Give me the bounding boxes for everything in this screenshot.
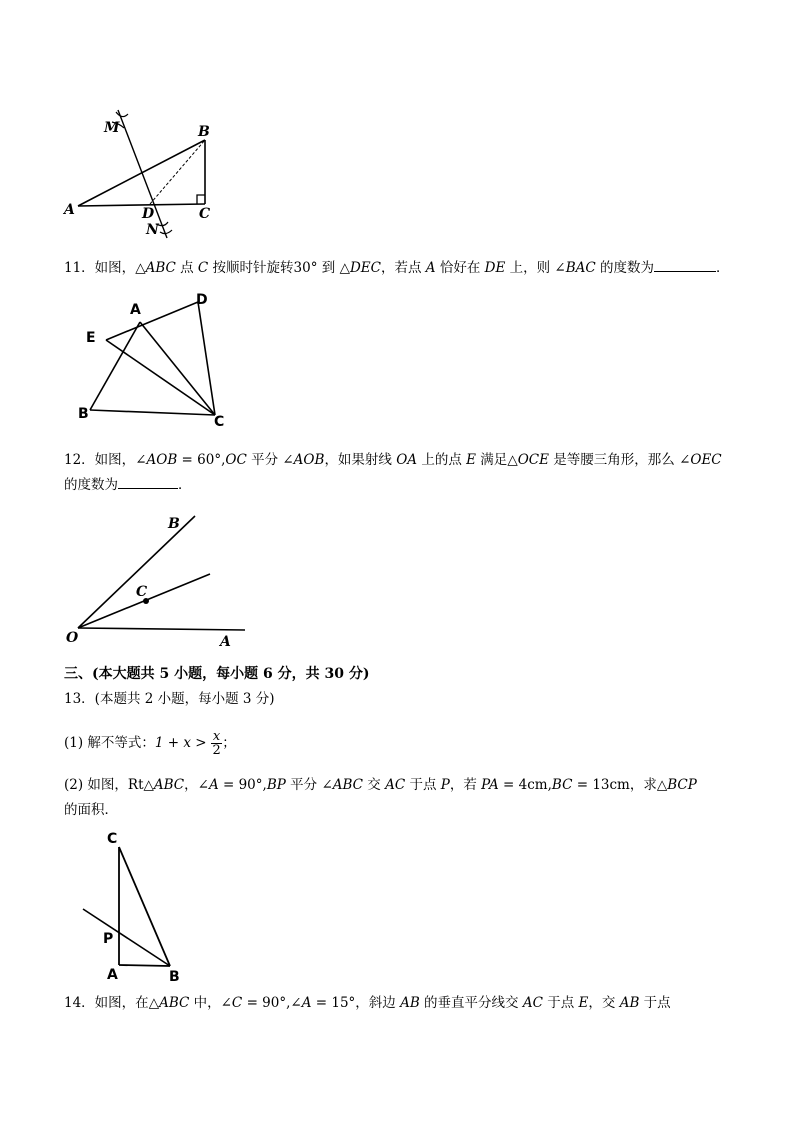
label-A: A [107,967,118,983]
label-E: E [86,330,96,346]
label-A: A [220,634,231,650]
question-11: 11．如图，△ABC 点 C 按顺时针旋转30° 到 △DEC，若点 A 恰好在 DE 上，则 ∠BAC 的度数为 ． [64,257,733,278]
label-C: C [107,831,118,847]
answer-blank-11[interactable] [654,257,716,272]
label-C: C [214,414,225,430]
question-12-line2: 的度数为 ． [64,474,733,495]
label-B: B [78,406,89,422]
question-12: 12．如图，∠AOB = 60°,OC 平分 ∠AOB，如果射线 OA 上的点 E 满足△OCE 是等腰三角形，那么 ∠OEC [64,452,722,468]
figure-2 [80,290,240,430]
label-A: A [130,302,141,318]
question-13-part2: (2) 如图，Rt△ABC，∠A = 90°,BP 平分 ∠ABC 交 AC 于点 P，若 PA = 4cm,BC = 13cm，求△BCP [64,777,697,793]
question-13-title: 13．(本题共 2 小题，每小题 3 分) [64,691,275,707]
label-D: D [196,292,208,308]
label-A: A [64,202,75,218]
label-B: B [198,124,210,140]
label-P: P [103,931,114,947]
label-C: C [136,584,148,600]
figure-1 [60,100,230,245]
label-B: B [169,969,180,985]
answer-blank-12[interactable] [118,474,178,489]
section-3-header: 三、(本大题共 5 小题，每小题 6 分，共 30 分) [64,666,370,682]
label-B: B [168,516,180,532]
label-N: N [146,222,159,238]
question-13-part1: (1) 解不等式：1 + x > $\frac{x}{2}$ ； [64,729,236,758]
label-D: D [142,206,155,222]
label-M: M [104,120,120,136]
figure-4 [75,825,195,985]
question-13-part2-line2: 的面积． [64,802,118,818]
fraction-x-over-2: $\frac{x}{2}$ [212,729,221,758]
label-C: C [199,206,211,222]
figure-3 [60,510,260,650]
question-14: 14．如图，在△ABC 中，∠C = 90°,∠A = 15°，斜边 AB 的垂直平分线交 AC 于点 E，交 AB 于点 [64,995,671,1011]
label-O: O [66,630,79,646]
